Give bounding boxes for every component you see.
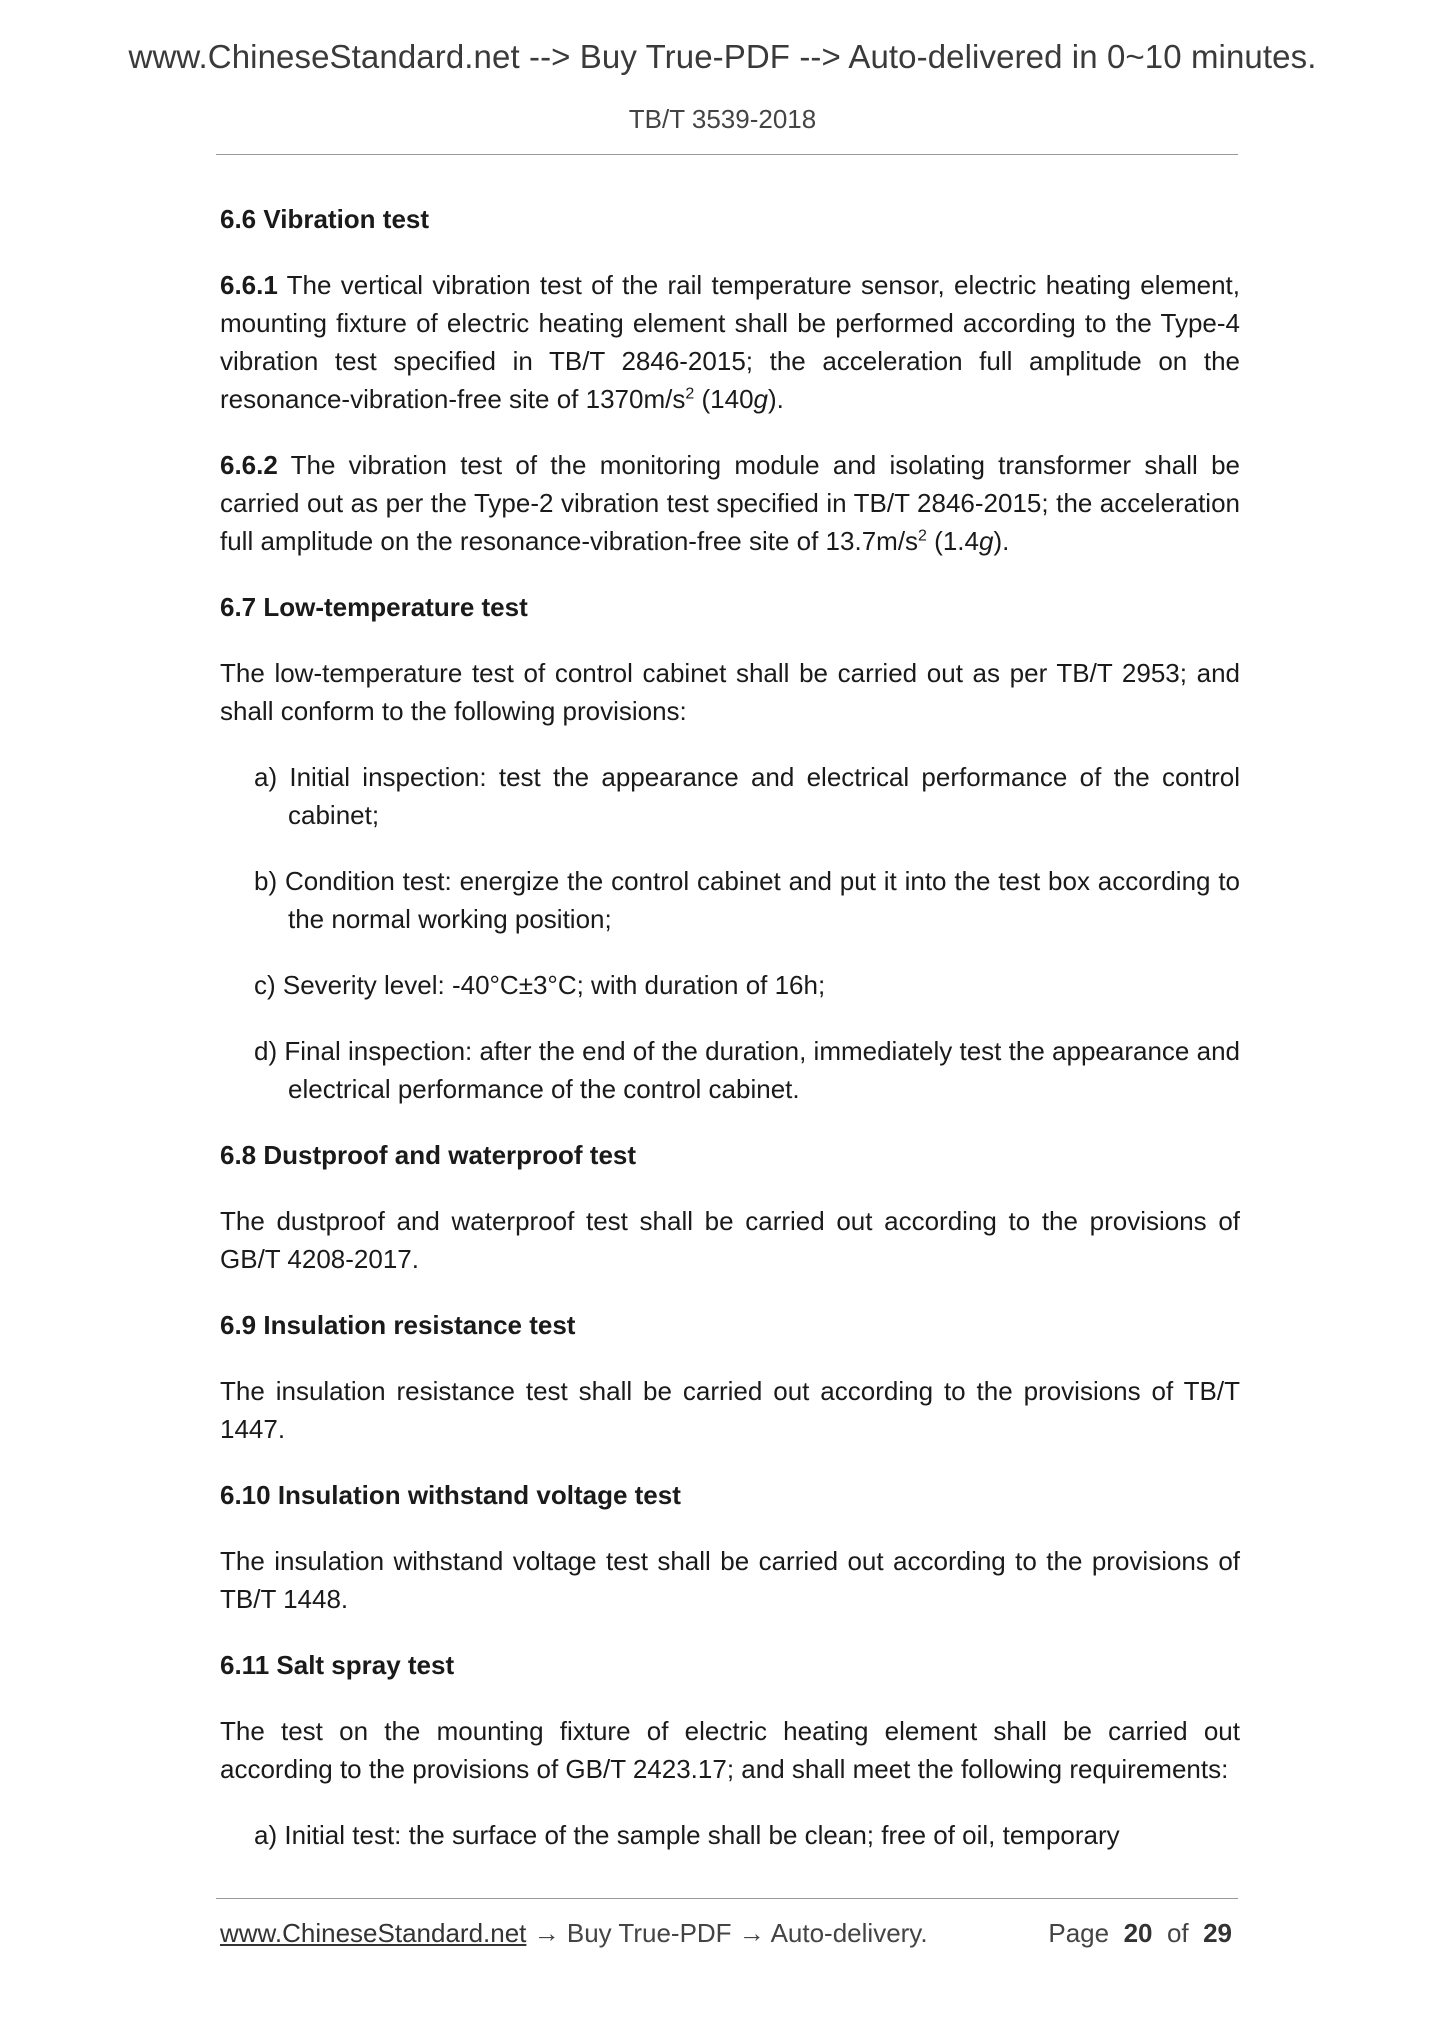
clause-6-6-2 <box>220 446 1240 560</box>
section-6-7-title: 6.7 Low-temperature test <box>220 592 528 622</box>
section-6-7-intro: The low-temperature test of control cabinet shall be carried out as per TB/T 2953; and shall conform to the following provisions: <box>220 658 1240 726</box>
clause-6-6-1 <box>220 266 1240 418</box>
clause-text-tail: (1.4 <box>926 526 979 556</box>
clause-text-end: ). <box>768 384 784 414</box>
superscript: 2 <box>918 527 927 545</box>
list-item: a) Initial test: the surface of the sample shall be clean; free of oil, temporary <box>254 1820 1120 1850</box>
italic-g: g <box>753 384 768 414</box>
list-item: c) Severity level: -40°C±3°C; with duration of 16h; <box>254 970 826 1000</box>
superscript: 2 <box>685 385 695 403</box>
section-6-9-text: The insulation resistance test shall be carried out according to the provisions of TB/T 1447. <box>220 1376 1240 1444</box>
site-banner: www.ChineseStandard.net --> Buy True-PDF --> Auto-delivered in 0~10 minutes. <box>128 38 1317 75</box>
footer-promo-text: → Buy True-PDF → Auto-delivery. <box>526 1918 928 1948</box>
section-6-6-title: 6.6 Vibration test <box>220 204 430 234</box>
section-6-8-text: The dustproof and waterproof test shall be carried out according to the provisions of GB/T 4208-2017. <box>220 1206 1240 1274</box>
footer-promo <box>220 1918 928 1949</box>
clause-number: 6.6.1 <box>220 270 278 300</box>
page-total: 29 <box>1203 1918 1232 1948</box>
page-counter <box>1048 1918 1232 1949</box>
list-item: d) Final inspection: after the end of the duration, immediately test the appearance and electrical performance of the control cabinet. <box>254 1036 1240 1104</box>
section-6-10-title: 6.10 Insulation withstand voltage test <box>220 1480 681 1510</box>
of-label: of <box>1166 1918 1189 1948</box>
italic-g: g <box>978 526 994 556</box>
footer-site-link[interactable]: www.ChineseStandard.net <box>220 1918 527 1948</box>
section-6-9-title: 6.9 Insulation resistance test <box>220 1310 576 1340</box>
page-label: Page <box>1048 1918 1110 1948</box>
section-6-10-text: The insulation withstand voltage test shall be carried out according to the provisions of TB/T 1448. <box>220 1546 1240 1614</box>
section-6-11-title: 6.11 Salt spray test <box>220 1650 455 1680</box>
document-id: TB/T 3539-2018 <box>628 104 817 134</box>
clause-text: The vibration test of the monitoring module and isolating transformer shall be carried out as per the Type-2 vibration test specified in TB/T 2846-2015; the acceleration full amplitude on the resonance-vibration-free site of 13.7m/s <box>220 450 1240 556</box>
clause-text-tail: (140 <box>694 384 754 414</box>
list-item: a) Initial inspection: test the appearance and electrical performance of the control cabinet; <box>254 762 1240 830</box>
clause-text: The vertical vibration test of the rail temperature sensor, electric heating element, mounting fixture of electric heating element shall be performed according to the Type-4 vibration test specified in TB/T 2846-2015; the acceleration full amplitude on the resonance-vibration-free site of 1370m/s <box>220 270 1240 414</box>
page-number: 20 <box>1123 1918 1153 1948</box>
header-divider <box>216 154 1238 155</box>
footer-divider <box>216 1898 1238 1899</box>
clause-text-end: ). <box>993 526 1010 556</box>
clause-number: 6.6.2 <box>220 450 278 480</box>
section-6-8-title: 6.8 Dustproof and waterproof test <box>220 1140 637 1170</box>
section-6-11-text: The test on the mounting fixture of electric heating element shall be carried out according to the provisions of GB/T 2423.17; and shall meet the following requirements: <box>220 1716 1240 1784</box>
list-item: b) Condition test: energize the control cabinet and put it into the test box according to the normal working position; <box>254 866 1240 934</box>
document-body <box>220 200 1240 1882</box>
